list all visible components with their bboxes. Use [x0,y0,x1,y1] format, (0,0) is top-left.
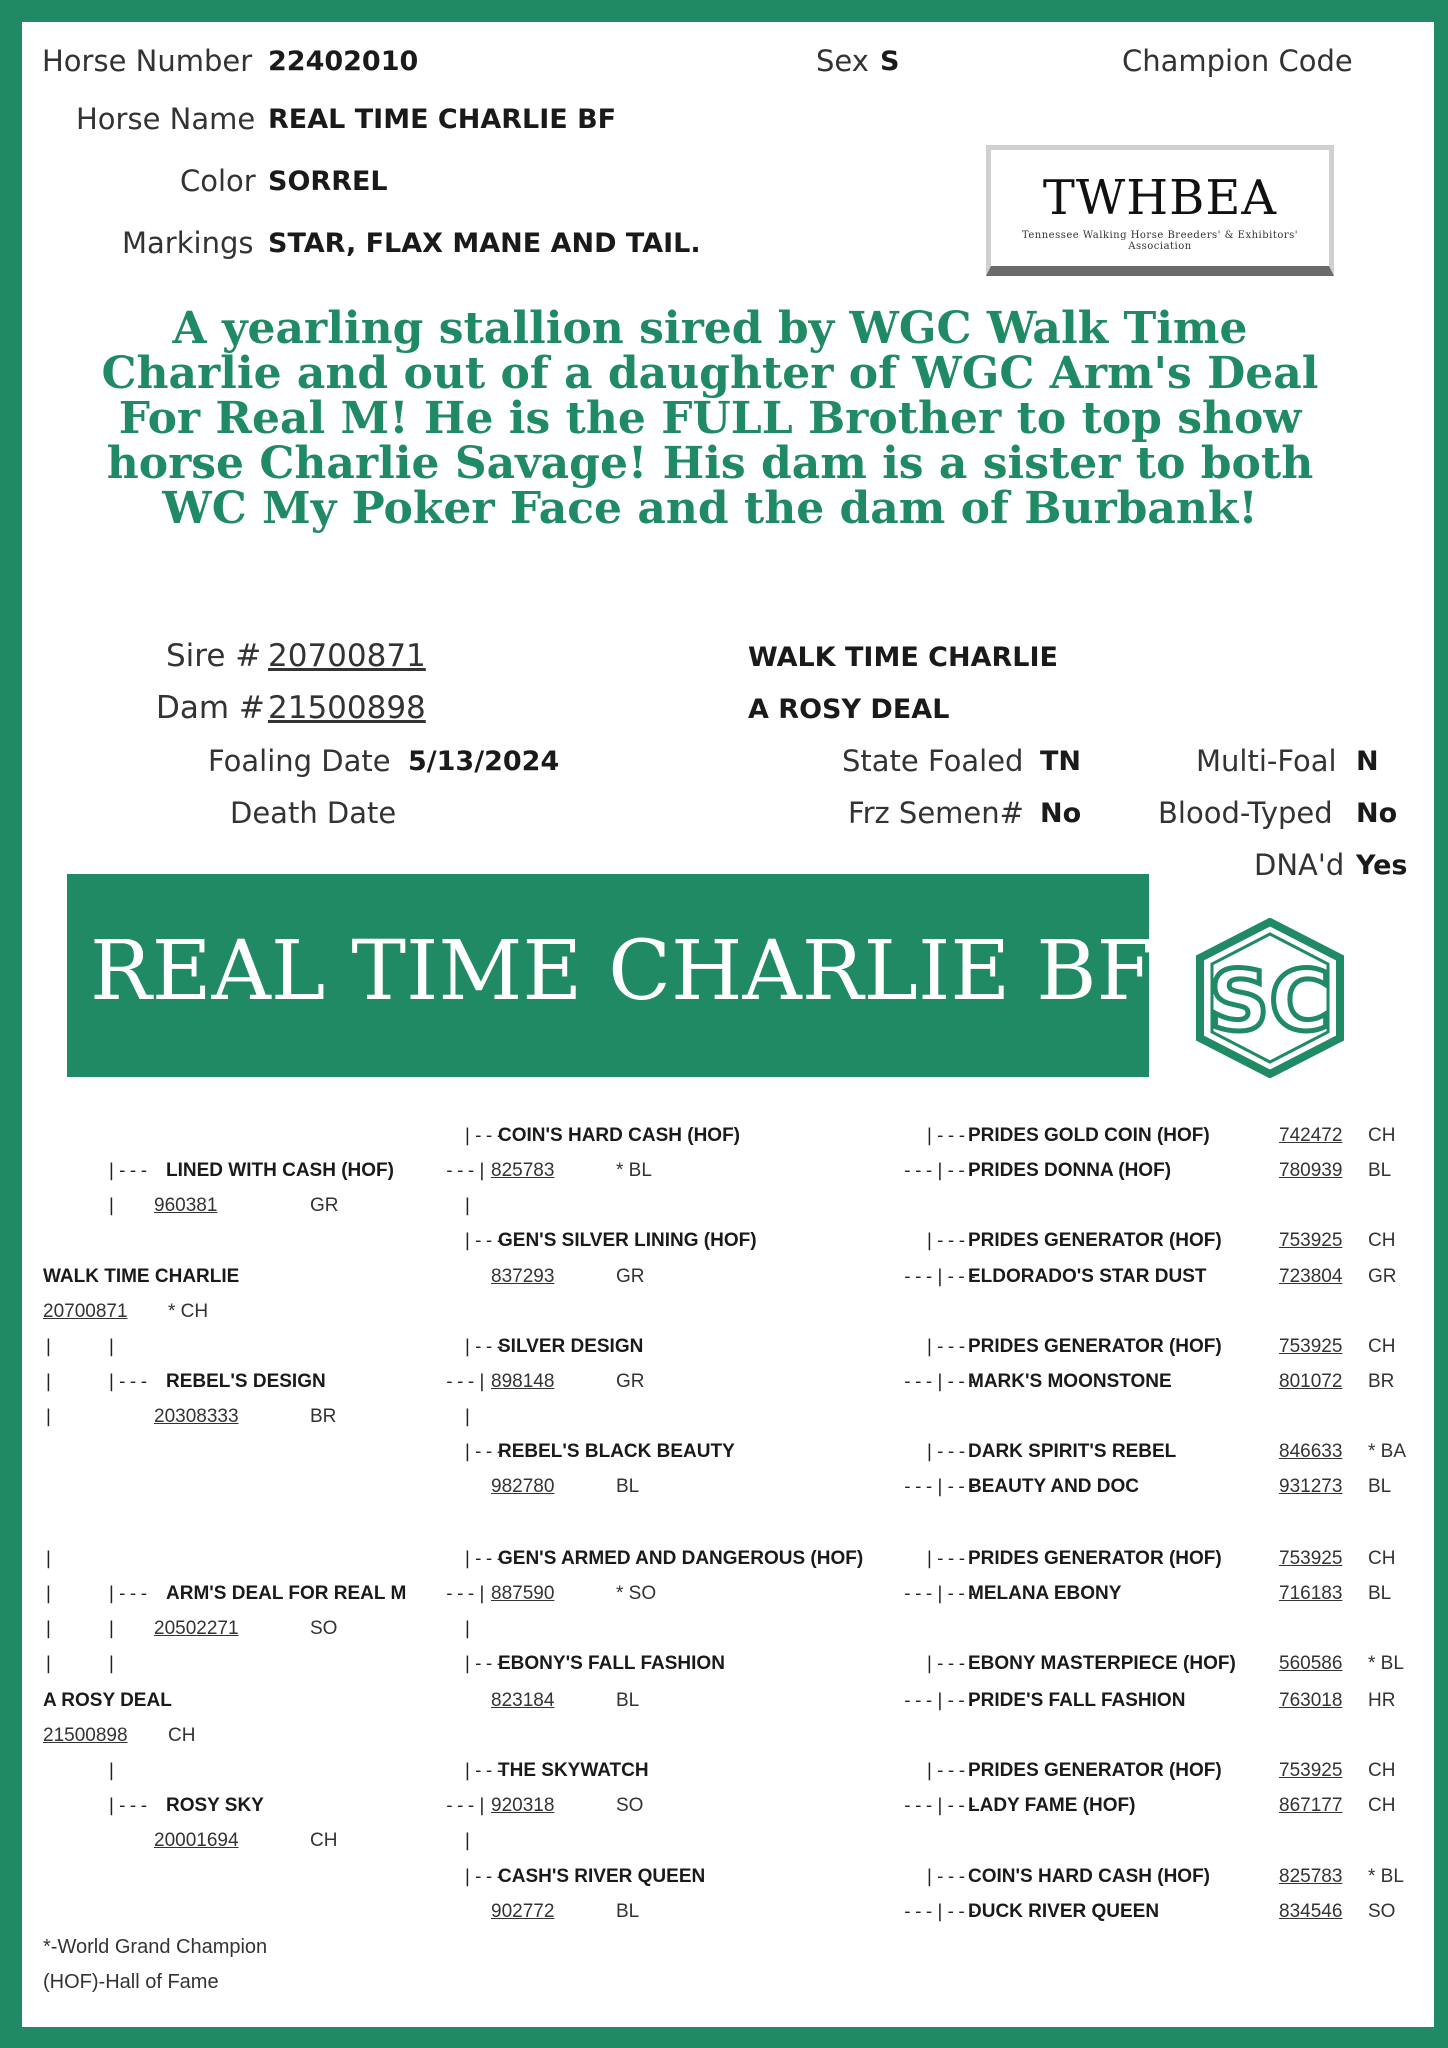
gen4-name: DUCK RIVER QUEEN [968,1901,1160,1922]
connector: ---| [444,1160,488,1181]
connector: | [43,1336,54,1357]
ggp-code: BL [616,1476,640,1497]
gen4-name: PRIDES GOLD COIN (HOF) [968,1125,1210,1146]
ggp-name: REBEL'S BLACK BEAUTY [498,1441,735,1462]
gen4-number[interactable]: 834546 [1279,1901,1343,1922]
connector: |--- [106,1371,150,1392]
description-line: For Real M! He is the FULL Brother to top show [118,393,1302,444]
connector: | [106,1336,117,1357]
foaling-date: 5/13/2024 [408,746,560,777]
gen4-code: HR [1368,1690,1396,1711]
gp-code: CH [310,1830,338,1851]
gen4-number[interactable]: 801072 [1279,1371,1343,1392]
description-line: Charlie and out of a daughter of WGC Arm's Deal [101,348,1319,399]
ggp-number[interactable]: 982780 [491,1476,555,1497]
gen4-name: PRIDES DONNA (HOF) [968,1160,1172,1181]
gp-number[interactable]: 20001694 [154,1830,239,1851]
connector: |--- [462,1441,506,1462]
connector: | [462,1195,473,1216]
gen4-name: PRIDES GENERATOR (HOF) [968,1336,1222,1357]
horse-name-label: Horse Name [76,102,256,136]
connector: |--- [462,1230,506,1251]
gp-name: ARM'S DEAL FOR REAL M [166,1583,407,1604]
connector: |--- [106,1160,150,1181]
gen4-name: LADY FAME (HOF) [968,1795,1136,1816]
gen4-number[interactable]: 763018 [1279,1690,1343,1711]
ggp-code: * SO [616,1583,657,1604]
color-label: Color [180,164,256,198]
ggp-code: GR [616,1266,645,1287]
frz-semen-label: Frz Semen# [848,796,1024,830]
connector: ---| [444,1583,488,1604]
sire-number-link[interactable]: 20700871 [268,638,426,674]
gen4-code: CH [1368,1795,1396,1816]
death-date-label: Death Date [230,796,397,830]
sc-logo-icon [1190,918,1350,1078]
gen4-code: BR [1368,1371,1395,1392]
sire-ped-code: * CH [168,1301,209,1322]
ggp-code: BL [616,1690,640,1711]
markings-value: STAR, FLAX MANE AND TAIL. [268,228,701,259]
connector: |--- [462,1760,506,1781]
connector: ---|--- [902,1583,978,1604]
ggp-code: * BL [616,1160,652,1181]
connector: |--- [106,1583,150,1604]
connector: |--- [924,1653,968,1674]
gen4-number[interactable]: 753925 [1279,1760,1343,1781]
connector: | [43,1618,54,1639]
gen4-code: * BL [1368,1866,1404,1887]
dam-name: A ROSY DEAL [748,694,950,725]
connector: ---|--- [902,1476,978,1497]
sire-ped-name: WALK TIME CHARLIE [43,1266,240,1287]
connector: | [106,1653,117,1674]
gen4-code: GR [1368,1266,1397,1287]
connector: |--- [462,1125,506,1146]
gen4-number[interactable]: 780939 [1279,1160,1343,1181]
dam-label: Dam # [156,690,265,726]
connector: | [43,1548,54,1569]
frz-semen: No [1040,798,1082,829]
connector: | [43,1583,54,1604]
connector: ---|--- [902,1160,978,1181]
gen4-number[interactable]: 753925 [1279,1230,1343,1251]
horse-number-label: Horse Number [42,44,253,78]
footnote-hof: (HOF)-Hall of Fame [43,1971,219,1993]
connector: | [462,1830,473,1851]
foaling-date-label: Foaling Date [208,744,391,778]
gen4-name: PRIDE'S FALL FASHION [968,1690,1186,1711]
gen4-code: CH [1368,1125,1396,1146]
ggp-number[interactable]: 825783 [491,1160,555,1181]
dam-ped-number[interactable]: 21500898 [43,1725,128,1746]
connector: ---| [444,1371,488,1392]
connector: |--- [462,1866,506,1887]
connector: |--- [462,1336,506,1357]
gp-name: REBEL'S DESIGN [166,1371,326,1392]
dam-ped-name: A ROSY DEAL [43,1690,172,1711]
connector: ---|--- [902,1690,978,1711]
gp-code: GR [310,1195,339,1216]
sex-value: S [880,46,900,77]
logo-subtitle: Tennessee Walking Horse Breeders' & Exhibitors' Association [1021,230,1299,252]
banner-title: REAL TIME CHARLIE BF [90,924,1154,1019]
state-foaled-label: State Foaled [842,744,1024,778]
state-foaled: TN [1040,746,1082,777]
title-banner [67,874,1154,1077]
gen4-code: CH [1368,1548,1396,1569]
blood-typed-label: Blood-Typed [1158,796,1333,830]
horse-name: REAL TIME CHARLIE BF [268,104,617,135]
gen4-code: BL [1368,1476,1392,1497]
ggp-name: CASH'S RIVER QUEEN [498,1866,706,1887]
gen4-name: PRIDES GENERATOR (HOF) [968,1230,1222,1251]
gen4-number[interactable]: 716183 [1279,1583,1343,1604]
description-line: A yearling stallion sired by WGC Walk Time [172,303,1248,354]
connector: | [43,1406,54,1427]
ggp-number[interactable]: 823184 [491,1690,555,1711]
connector: | [462,1618,473,1639]
connector: |--- [462,1653,506,1674]
gp-name: LINED WITH CASH (HOF) [166,1160,394,1181]
description [60,303,1360,534]
description-line: WC My Poker Face and the dam of Burbank! [162,483,1258,534]
dna-value: Yes [1356,850,1408,881]
ggp-number[interactable]: 920318 [491,1795,555,1816]
gen4-number[interactable]: 867177 [1279,1795,1343,1816]
ggp-name: GEN'S ARMED AND DANGEROUS (HOF) [498,1548,864,1569]
connector: ---|--- [902,1371,978,1392]
connector: |--- [924,1230,968,1251]
ggp-code: BL [616,1901,640,1922]
connector: |--- [924,1441,968,1462]
markings-label: Markings [122,226,254,260]
ggp-name: EBONY'S FALL FASHION [498,1653,725,1674]
gen4-number[interactable]: 825783 [1279,1866,1343,1887]
ggp-number[interactable]: 887590 [491,1583,555,1604]
gp-number[interactable]: 20308333 [154,1406,239,1427]
connector: | [106,1195,117,1216]
gen4-code: * BA [1368,1441,1407,1462]
connector: | [43,1371,54,1392]
gen4-number[interactable]: 753925 [1279,1548,1343,1569]
gen4-code: CH [1368,1230,1396,1251]
gen4-code: BL [1368,1160,1392,1181]
connector: |--- [462,1548,506,1569]
footnote-wgc: *-World Grand Champion [43,1936,268,1958]
gen4-number[interactable]: 846633 [1279,1441,1343,1462]
gen4-code: CH [1368,1760,1396,1781]
sire-name: WALK TIME CHARLIE [748,642,1058,673]
gen4-code: * BL [1368,1653,1404,1674]
connector: ---|--- [902,1901,978,1922]
gen4-number[interactable]: 723804 [1279,1266,1343,1287]
multi-foal: N [1356,746,1379,777]
champion-code-label: Champion Code [1122,44,1353,78]
logo-text: TWHBEA [1042,170,1278,226]
gen4-number[interactable]: 560586 [1279,1653,1343,1674]
sex-label: Sex [816,44,869,78]
sire-ped-number[interactable]: 20700871 [43,1301,128,1322]
color-value: SORREL [268,166,388,197]
connector: |--- [106,1795,150,1816]
gen4-code: CH [1368,1336,1396,1357]
gen4-name: EBONY MASTERPIECE (HOF) [968,1653,1236,1674]
gen4-name: PRIDES GENERATOR (HOF) [968,1760,1222,1781]
gen4-code: SO [1368,1901,1396,1922]
gen4-name: DARK SPIRIT'S REBEL [968,1441,1177,1462]
connector: ---| [444,1795,488,1816]
ggp-name: COIN'S HARD CASH (HOF) [498,1125,741,1146]
gp-number[interactable]: 20502271 [154,1618,239,1639]
twhbea-logo [986,145,1334,276]
gen4-name: ELDORADO'S STAR DUST [968,1266,1207,1287]
dna-label: DNA'd [1254,848,1345,882]
gp-code: SO [310,1618,338,1639]
connector: | [106,1760,117,1781]
gen4-code: BL [1368,1583,1392,1604]
gen4-name: MELANA EBONY [968,1583,1122,1604]
connector: |--- [924,1125,968,1146]
ggp-name: SILVER DESIGN [498,1336,644,1357]
dam-number-link[interactable]: 21500898 [268,690,426,726]
sc-brand-logo [1190,918,1350,1078]
gen4-name: MARK'S MOONSTONE [968,1371,1172,1392]
connector: |--- [924,1760,968,1781]
description-line: horse Charlie Savage! His dam is a sister to both [106,438,1314,489]
ggp-name: GEN'S SILVER LINING (HOF) [498,1230,757,1251]
ggp-number[interactable]: 898148 [491,1371,555,1392]
connector: |--- [924,1336,968,1357]
ggp-number[interactable]: 902772 [491,1901,555,1922]
gen4-name: COIN'S HARD CASH (HOF) [968,1866,1211,1887]
connector: | [43,1653,54,1674]
ggp-number[interactable]: 837293 [491,1266,555,1287]
gen4-number[interactable]: 753925 [1279,1336,1343,1357]
connector: |--- [924,1548,968,1569]
gen4-name: BEAUTY AND DOC [968,1476,1140,1497]
gen4-number[interactable]: 931273 [1279,1476,1343,1497]
brand-mark-text: SC [1208,952,1332,1050]
dam-ped-code: CH [168,1725,196,1746]
sire-label: Sire # [166,638,262,674]
ggp-code: SO [616,1795,644,1816]
gp-number[interactable]: 960381 [154,1195,218,1216]
connector: ---|--- [902,1795,978,1816]
gp-name: ROSY SKY [166,1795,264,1816]
connector: | [462,1406,473,1427]
gen4-name: PRIDES GENERATOR (HOF) [968,1548,1222,1569]
ggp-name: THE SKYWATCH [498,1760,649,1781]
gp-code: BR [310,1406,337,1427]
blood-typed: No [1356,798,1398,829]
ggp-code: GR [616,1371,645,1392]
multi-foal-label: Multi-Foal [1196,744,1337,778]
gen4-number[interactable]: 742472 [1279,1125,1343,1146]
connector: ---|--- [902,1266,978,1287]
connector: | [106,1618,117,1639]
horse-number: 22402010 [268,46,419,77]
connector: |--- [924,1866,968,1887]
